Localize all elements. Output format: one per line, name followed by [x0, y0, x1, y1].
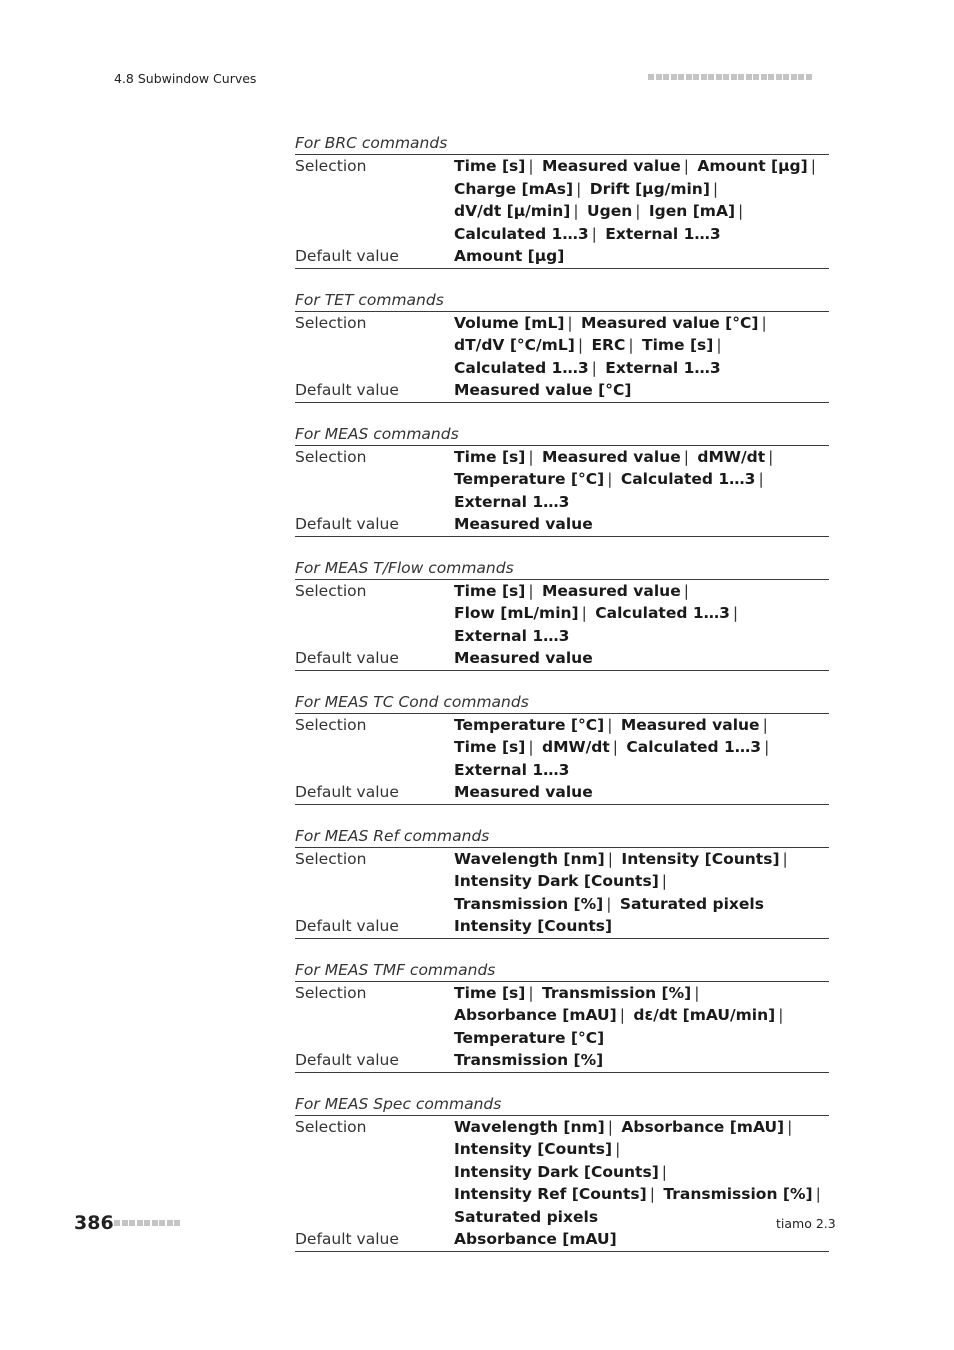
selection-option: External 1…3	[454, 760, 570, 779]
selection-option: Time [s]	[454, 447, 526, 466]
selection-label: Selection	[295, 157, 367, 175]
decor-square	[798, 74, 804, 80]
decor-square	[731, 74, 737, 80]
selection-option: dMW/dt	[697, 447, 766, 466]
default-label: Default value	[295, 247, 399, 265]
default-label: Default value	[295, 1230, 399, 1248]
command-block	[295, 132, 829, 269]
decor-square	[663, 74, 669, 80]
selection-options: Time [s] | Transmission [%] | Absorbance [mAU] | dε/dt [mAU/min] | Temperature [°C]	[454, 983, 784, 1047]
selection-option: Saturated pixels	[454, 1207, 599, 1226]
block-title: For MEAS T/Flow commands	[295, 557, 829, 580]
default-value: Measured value [°C]	[454, 381, 632, 399]
selection-option: External 1…3	[605, 224, 721, 243]
decor-square	[167, 1220, 173, 1226]
command-block	[295, 289, 829, 403]
command-tables	[295, 132, 829, 1272]
selection-label: Selection	[295, 1117, 367, 1136]
decor-square	[152, 1220, 158, 1226]
decor-square	[701, 74, 707, 80]
selection-option: External 1…3	[454, 492, 570, 511]
selection-label: Selection	[295, 849, 367, 868]
selection-row	[295, 580, 829, 648]
selection-row	[295, 1116, 829, 1229]
selection-option: Calculated 1…3	[620, 470, 756, 488]
selection-option: Amount [µg]	[697, 157, 808, 175]
selection-option: Wavelength [nm]	[454, 1117, 605, 1136]
decor-square	[783, 74, 789, 80]
default-value: Measured value	[454, 649, 593, 667]
selection-row	[295, 848, 829, 916]
selection-option: Intensity Dark [Counts]	[454, 872, 659, 890]
default-value: Absorbance [mAU]	[454, 1230, 617, 1248]
selection-option: Calculated 1…3	[454, 358, 589, 377]
page-number: 386	[74, 1212, 114, 1234]
decor-square	[686, 74, 692, 80]
default-label: Default value	[295, 917, 399, 935]
selection-option: dV/dt [µ/min]	[454, 202, 571, 220]
decor-square	[768, 74, 774, 80]
selection-label: Selection	[295, 983, 367, 1002]
decor-square	[678, 74, 684, 80]
decor-square	[776, 74, 782, 80]
selection-option: External 1…3	[605, 358, 721, 377]
selection-row	[295, 982, 829, 1050]
command-block	[295, 691, 829, 805]
decor-square	[656, 74, 662, 80]
selection-option: Wavelength [nm]	[454, 849, 605, 868]
default-row	[295, 245, 829, 269]
default-row	[295, 513, 829, 537]
decor-square	[129, 1220, 135, 1226]
selection-option: Measured value	[541, 447, 681, 466]
default-value: Measured value	[454, 783, 593, 801]
decor-square	[753, 74, 759, 80]
selection-row	[295, 155, 829, 245]
decor-square	[738, 74, 744, 80]
selection-row	[295, 714, 829, 782]
default-row	[295, 915, 829, 939]
selection-option: Measured value	[620, 715, 760, 734]
default-label: Default value	[295, 515, 399, 533]
selection-option: Transmission [%]	[663, 1185, 813, 1203]
command-block	[295, 959, 829, 1073]
selection-options: Time [s] | Measured value | Amount [µg] | Charge [mAs] | Drift [µg/min] | dV/dt [µ/min] | Ugen | Igen [mA] | Calculated 1…3 | External 1…3	[454, 157, 816, 243]
decor-square	[761, 74, 767, 80]
selection-option: Absorbance [mAU]	[454, 1006, 617, 1024]
selection-option: Transmission [%]	[454, 894, 604, 913]
default-label: Default value	[295, 649, 399, 667]
decor-square	[806, 74, 812, 80]
selection-options: Time [s] | Measured value | Flow [mL/min] | Calculated 1…3 | External 1…3	[454, 581, 739, 645]
command-block	[295, 1093, 829, 1252]
decor-square	[791, 74, 797, 80]
selection-options: Temperature [°C] | Measured value | Time [s] | dMW/dt | Calculated 1…3 | External 1…3	[454, 715, 770, 779]
selection-option: Intensity [Counts]	[454, 1140, 613, 1158]
selection-option: dT/dV [°C/mL]	[454, 336, 575, 354]
default-value: Amount [µg]	[454, 247, 565, 265]
selection-option: Volume [mL]	[454, 313, 565, 332]
selection-option: Temperature [°C]	[454, 715, 605, 734]
block-title: For MEAS TC Cond commands	[295, 691, 829, 714]
selection-option: Calculated 1…3	[626, 738, 762, 756]
default-row	[295, 1049, 829, 1073]
product-version: tiamo 2.3	[776, 1216, 836, 1231]
decor-square	[122, 1220, 128, 1226]
decor-square	[114, 1220, 120, 1226]
default-row	[295, 1228, 829, 1252]
decor-square	[746, 74, 752, 80]
running-header-section: 4.8 Subwindow Curves	[114, 71, 257, 86]
selection-option: Ugen	[587, 202, 633, 220]
selection-row	[295, 312, 829, 380]
selection-options: Wavelength [nm] | Intensity [Counts] | Intensity Dark [Counts] | Transmission [%] | Saturated pixels	[454, 849, 788, 913]
block-title: For MEAS commands	[295, 423, 829, 446]
default-label: Default value	[295, 1051, 399, 1069]
selection-options: Wavelength [nm] | Absorbance [mAU] | Intensity [Counts] | Intensity Dark [Counts] | Intensity Ref [Counts] | Transmission [%] | Saturated pixels	[454, 1117, 821, 1226]
default-row	[295, 647, 829, 671]
command-block	[295, 557, 829, 671]
default-label: Default value	[295, 783, 399, 801]
default-label: Default value	[295, 381, 399, 399]
selection-option: Time [s]	[454, 157, 526, 175]
selection-option: dMW/dt	[541, 738, 610, 756]
selection-option: Transmission [%]	[541, 983, 692, 1002]
selection-option: Intensity Ref [Counts]	[454, 1185, 647, 1203]
default-value: Intensity [Counts]	[454, 917, 613, 935]
selection-option: Flow [mL/min]	[454, 604, 579, 622]
selection-label: Selection	[295, 447, 367, 466]
decor-square	[144, 1220, 150, 1226]
command-block	[295, 825, 829, 939]
selection-option: Igen [mA]	[648, 202, 736, 220]
selection-option: Drift [µg/min]	[589, 179, 710, 198]
selection-options: Time [s] | Measured value | dMW/dt | Temperature [°C] | Calculated 1…3 | External 1…3	[454, 447, 774, 511]
selection-option: Calculated 1…3	[595, 604, 730, 622]
selection-option: Absorbance [mAU]	[621, 1117, 785, 1136]
decor-square	[648, 74, 654, 80]
decor-square	[723, 74, 729, 80]
selection-option: Charge [mAs]	[454, 179, 574, 198]
selection-option: Measured value [°C]	[581, 313, 759, 332]
command-block	[295, 423, 829, 537]
selection-option: dε/dt [mAU/min]	[633, 1006, 776, 1024]
header-decor-squares	[648, 74, 812, 80]
selection-option: Calculated 1…3	[454, 224, 589, 243]
selection-option: Intensity Dark [Counts]	[454, 1162, 659, 1181]
selection-label: Selection	[295, 581, 367, 600]
block-title: For MEAS Spec commands	[295, 1093, 829, 1116]
selection-option: Temperature [°C]	[454, 1028, 605, 1047]
block-title: For BRC commands	[295, 132, 829, 155]
selection-options: Volume [mL] | Measured value [°C] | dT/dV [°C/mL] | ERC | Time [s] | Calculated 1…3 | External 1…3	[454, 313, 767, 377]
selection-option: Time [s]	[454, 738, 526, 756]
default-value: Transmission [%]	[454, 1051, 604, 1069]
selection-option: External 1…3	[454, 626, 570, 645]
selection-option: Time [s]	[454, 983, 526, 1002]
decor-square	[159, 1220, 165, 1226]
selection-option: Time [s]	[454, 581, 526, 600]
decor-square	[708, 74, 714, 80]
decor-square	[174, 1220, 180, 1226]
selection-option: Saturated pixels	[619, 894, 764, 913]
selection-label: Selection	[295, 313, 367, 332]
selection-option: Measured value	[541, 581, 681, 600]
selection-option: Temperature [°C]	[454, 470, 605, 488]
selection-option: Intensity [Counts]	[621, 849, 780, 868]
footer-decor-squares	[114, 1220, 180, 1226]
decor-square	[693, 74, 699, 80]
selection-row	[295, 446, 829, 514]
block-title: For MEAS TMF commands	[295, 959, 829, 982]
decor-square	[671, 74, 677, 80]
selection-option: Measured value	[541, 157, 681, 175]
block-title: For TET commands	[295, 289, 829, 312]
default-row	[295, 379, 829, 403]
default-value: Measured value	[454, 515, 593, 533]
default-row	[295, 781, 829, 805]
decor-square	[716, 74, 722, 80]
selection-label: Selection	[295, 715, 367, 734]
selection-option: ERC	[591, 336, 626, 354]
block-title: For MEAS Ref commands	[295, 825, 829, 848]
selection-option: Time [s]	[642, 336, 714, 354]
decor-square	[137, 1220, 143, 1226]
